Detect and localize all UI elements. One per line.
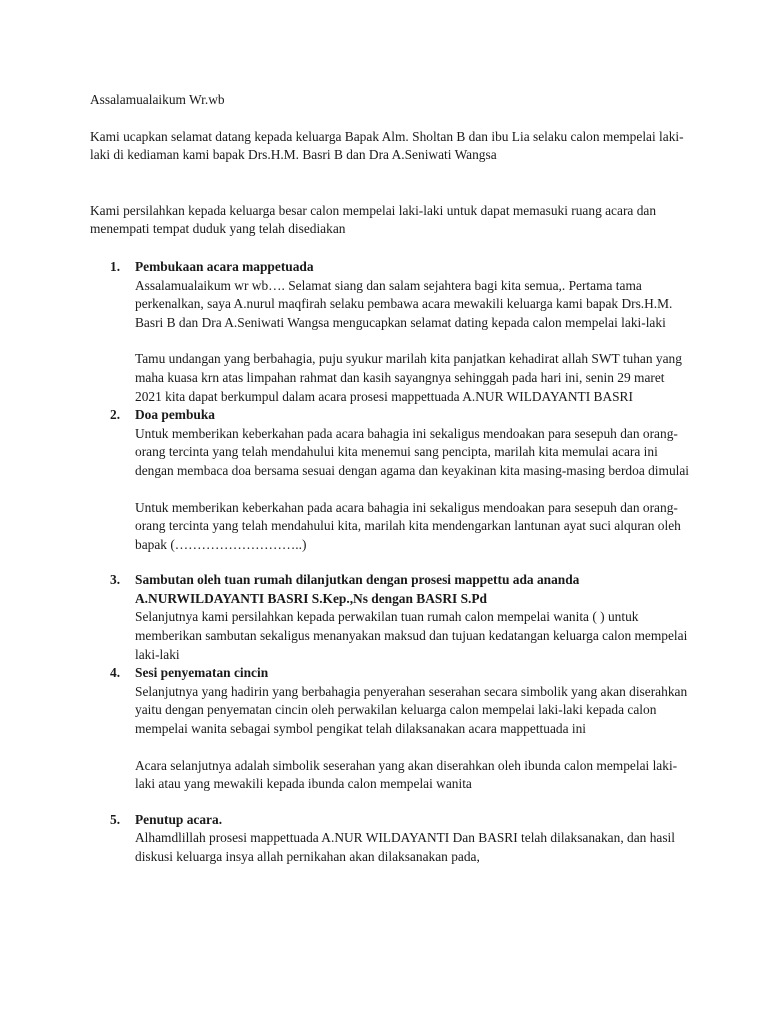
agenda-item-paragraph: Untuk memberikan keberkahan pada acara bahagia ini sekaligus mendoakan para sesepuh dan orang-orang tercinta yang telah mendahului kita, marilah kita mendengarkan lantunan ayat suci alquran oleh bapak (………………………..) — [135, 499, 681, 552]
agenda-item-paragraph: Selanjutnya kami persilahkan kepada perwakilan tuan rumah calon mempelai wanita ( ) untuk memberikan sambutan sekaligus menanyakan maksud dan tujuan kedatangan keluarga calon mempelai laki-laki — [135, 609, 688, 662]
agenda-item-paragraph: Tamu undangan yang berbahagia, puju syukur marilah kita panjatkan kehadirat allah SWT tuhan yang maha kuasa krn atas limpahan rahmat dan kasih sayangnya sehinggah pada hari ini, senin 29 maret 2021 kita dapat berkumpul dalam acara prosesi mappettuada A.NUR WILDAYANTI BASRI — [135, 351, 682, 404]
agenda-item-opening-prayer — [90, 406, 690, 554]
agenda-item-title: Penutup acara. — [135, 811, 223, 827]
agenda-item-number: 3. — [110, 572, 121, 588]
agenda-item-paragraph: Assalamualaikum wr wb…. Selamat siang dan salam sejahtera bagi kita semua,. Pertama tama perkenalkan, saya A.nurul maqfirah selaku pembawa acara mewakili keluarga kami bapak Drs.H.M. Basri B dan Dra A.Seniwati Wangsa mengucapkan selamat dating kepada calon mempelai laki-laki — [135, 277, 673, 330]
agenda-item-paragraph: Alhamdlillah prosesi mappettuada A.NUR WILDAYANTI Dan BASRI telah dilaksanakan, dan hasil diskusi keluarga insya allah pernikahan akan dilaksanakan pada, — [135, 830, 675, 864]
agenda-item-title: Sambutan oleh tuan rumah dilanjutkan dengan prosesi mappettu ada ananda A.NURWILDAYANTI BASRI S.Kep.,Ns dengan BASRI S.Pd — [135, 572, 580, 606]
agenda-item-paragraph: Acara selanjutnya adalah simbolik seserahan yang akan diserahkan oleh ibunda calon mempelai laki-laki atau yang mewakili kepada ibunda calon mempelai wanita — [135, 757, 678, 792]
agenda-item-number: 4. — [110, 665, 121, 681]
agenda-item-title: Doa pembuka — [135, 407, 215, 423]
agenda-item-number: 5. — [110, 811, 121, 827]
agenda-item-number: 2. — [110, 407, 121, 423]
agenda-item-host-speech — [90, 571, 690, 664]
agenda-item-closing — [90, 811, 690, 867]
agenda-item-title: Sesi penyematan cincin — [135, 665, 269, 681]
agenda-item-title: Pembukaan acara mappetuada — [135, 258, 314, 274]
agenda-item-paragraph: Untuk memberikan keberkahan pada acara bahagia ini sekaligus mendoakan para sesepuh dan orang-orang tercinta yang telah mendahului kita menemui sang pencipta, marilah kita memulai acara ini dengan membaca doa bersama sesuai dengan agama dan keyakinan kita masing-masing berdoa dimulai — [135, 425, 690, 478]
agenda-item-paragraph: Selanjutnya yang hadirin yang berbahagia penyerahan seserahan secara simbolik yang akan diserahkan yaitu dengan penyematan cincin oleh perwakilan keluarga calon mempelai laki-laki kepada calon mempelai wanita sebagai symbol pengikat telah dilaksanakan acara mappettuada ini — [135, 683, 688, 737]
greeting: Assalamualaikum Wr.wb — [90, 92, 225, 107]
intro-paragraph-invitation: Kami persilahkan kepada keluarga besar calon mempelai laki-laki untuk dapat memasuki ruang acara dan menempati tempat duduk yang telah disediakan — [90, 202, 657, 237]
document-page — [90, 91, 690, 867]
intro-paragraph-welcome: Kami ucapkan selamat datang kepada keluarga Bapak Alm. Sholtan B dan ibu Lia selaku calon mempelai laki-laki di kediaman kami bapak Drs.H.M. Basri B dan Dra A.Seniwati Wangsa — [90, 128, 684, 163]
agenda-item-ring-ceremony — [90, 664, 690, 794]
agenda-item-number: 1. — [110, 258, 121, 274]
agenda-item-opening — [90, 258, 690, 406]
agenda-list — [90, 258, 690, 867]
